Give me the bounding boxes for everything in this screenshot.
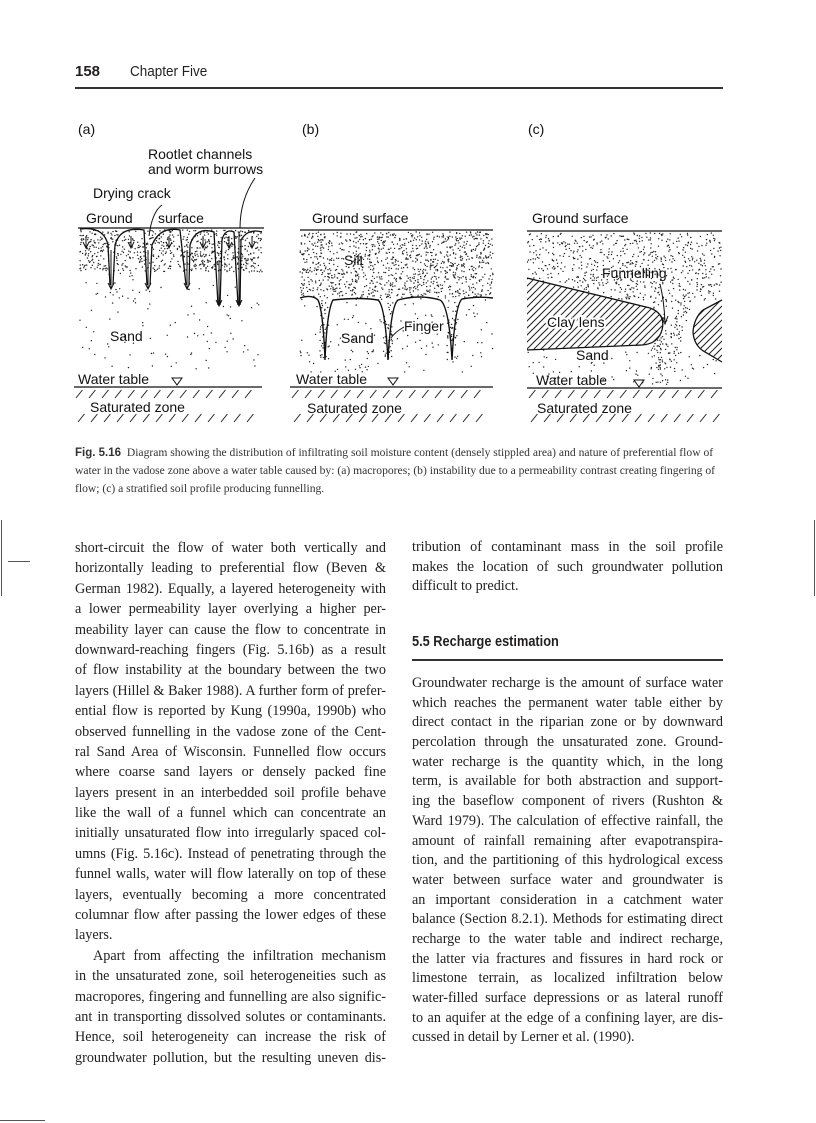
text-line: direct contact in the riparian zone or by downward	[412, 714, 723, 731]
funnelling-label: Funnelling	[602, 265, 667, 281]
text-line: water between surface water and groundwater is	[412, 871, 723, 888]
scan-edge-mark	[814, 520, 815, 596]
sand-label: Sand	[341, 330, 374, 346]
text-line: groundwater pollution, but the resulting uneven dis-	[75, 1049, 386, 1066]
right-column-body	[412, 674, 723, 1048]
text-line: Apart from affecting the infiltration mechanism	[93, 947, 386, 964]
water-table-label: Water table	[78, 371, 150, 387]
water-table-label: Water table	[536, 372, 608, 388]
saturated-zone-label: Saturated zone	[90, 399, 185, 415]
text-line: layers present in an interbedded soil profile behave	[75, 784, 386, 801]
text-line: to an aquifer at the edge of a confining layer, are dis-	[412, 1009, 723, 1026]
rootlet-label-2: and worm burrows	[148, 161, 264, 177]
water-table-triangle-icon	[388, 378, 398, 385]
water-table-triangle-icon	[634, 380, 644, 387]
text-line: balance (Section 8.2.1). Methods for estimating direct	[412, 911, 723, 928]
text-line: Ward 1979). The calculation of effective rainfall, the	[412, 812, 723, 829]
text-line: of flow instability at the boundary between the two	[75, 662, 386, 679]
text-line: tribution of contaminant mass in the soil profile	[412, 539, 723, 555]
caption-label: Fig. 5.16	[75, 447, 122, 459]
ground-surface-label: Ground surface	[532, 210, 629, 226]
figure-5-16	[0, 100, 816, 435]
text-line: layers.	[75, 927, 113, 944]
panel-c-label: (c)	[528, 121, 545, 137]
text-line: water recharge is the quantity which, in the long	[412, 753, 723, 770]
text-line: water-filled surface depressions or as lateral runoff	[412, 990, 723, 1006]
text-line: which reaches the permanent water table either by	[412, 694, 723, 711]
text-line: cussed in detail by Lerner et al. (1990).	[412, 1029, 635, 1046]
arrow-down-icon	[128, 236, 134, 248]
page-number: 158	[75, 63, 101, 80]
text-line: observed funnelling in the vadose zone of the Cent-	[75, 723, 386, 740]
text-line: layers, eventually becoming a more concentrated	[75, 886, 386, 903]
text-line: columnar flow after passing the lower edges of these	[75, 907, 386, 924]
text-line: layers (Hillel & Baker 1988). A further form of prefer-	[75, 682, 386, 699]
saturated-zone-label: Saturated zone	[537, 400, 632, 416]
text-line: initially unsaturated flow into irregularly spaced col-	[75, 825, 386, 842]
clay-lens-label: Clay lens	[547, 314, 605, 330]
text-line: short-circuit the flow of water both vertically and	[75, 540, 386, 556]
text-line: amount of rainfall remaining after evapotranspira-	[412, 832, 723, 849]
figure-caption	[75, 444, 723, 498]
running-head: Chapter Five	[130, 63, 208, 80]
section-heading: 5.5 Recharge estimation	[412, 634, 559, 650]
finger-label: Finger	[404, 318, 444, 334]
saturated-zone-label: Saturated zone	[307, 400, 402, 416]
text-line: makes the location of such groundwater pollution	[412, 558, 723, 575]
panel-b-label: (b)	[302, 121, 320, 137]
text-line: macropores, fingering and funnelling are also signific-	[75, 988, 386, 1005]
text-line: where coarse sand layers or densely packed fine	[75, 764, 386, 781]
text-line: ential flow is reported by Kung (1990a, 1990b) who	[75, 703, 386, 720]
header-rule	[75, 87, 723, 89]
text-line: recharge to the water table and indirect recharge,	[412, 930, 723, 947]
drying-crack-label: Drying crack	[93, 185, 171, 201]
caption-text: Diagram showing the distribution of infiltrating soil moisture content (densely stippled area) and nature of preferential flow of water in the vadose zone above a water table caused by: (a) macropores; (b) instability due to a permeability contrast creating fingering of flow; (c) a stratified soil profile producing funnelling.	[75, 446, 715, 495]
water-table-label: Water table	[296, 371, 368, 387]
rootlet-label-1: Rootlet channels	[148, 146, 253, 162]
silt-label: Silt	[344, 252, 364, 268]
text-line: German 1982). Equally, a layered heterogeneity with	[75, 580, 386, 597]
water-table-triangle-icon	[172, 378, 182, 385]
sand-label: Sand	[576, 347, 609, 363]
text-line: ing the baseflow component of rivers (Rushton &	[412, 793, 723, 810]
panel-c	[437, 121, 789, 416]
text-line: in the unsaturated zone, soil heterogeneities such as	[75, 968, 386, 985]
text-line: the latter via fractures and fissures in hard rock or	[412, 950, 723, 967]
text-line: difficult to predict.	[412, 578, 519, 595]
text-line: downward-reaching fingers (Fig. 5.16b) as a result	[75, 641, 386, 658]
text-line: an important consideration in a catchment water	[412, 891, 723, 908]
text-line: Groundwater recharge is the amount of surface water	[412, 675, 723, 691]
text-line: percolation through the unsaturated zone. Ground-	[412, 734, 723, 751]
text-line: term, is available for both abstraction and support-	[412, 773, 723, 790]
text-line: limestone terrain, as localized infiltration below	[412, 970, 723, 987]
text-line: meability layer can cause the flow to concentrate in	[75, 621, 386, 638]
text-line: like the wall of a funnel which can concentrate an	[75, 805, 386, 822]
text-line: umns (Fig. 5.16c). Instead of penetrating through the	[75, 845, 386, 862]
right-column-top	[412, 538, 723, 597]
scan-edge-mark	[0, 1120, 45, 1121]
text-line: tion, and the partitioning of this hydrological excess	[412, 852, 723, 869]
text-line: a lower permeability layer overlying a higher per-	[75, 601, 386, 618]
ground-label: Ground	[86, 210, 133, 226]
scan-edge-mark	[8, 561, 30, 562]
panel-a-label: (a)	[78, 121, 96, 137]
sand-label: Sand	[110, 328, 143, 344]
surface-label: surface	[158, 210, 204, 226]
ground-surface-label: Ground surface	[312, 210, 409, 226]
text-line: ant in transporting dissolved solutes or contaminants.	[75, 1008, 386, 1025]
text-line: Hence, soil heterogeneity can increase the risk of	[75, 1029, 386, 1046]
scan-edge-mark	[1, 520, 2, 596]
section-rule	[412, 659, 723, 661]
text-line: horizontally leading to preferential flow (Beven &	[75, 560, 386, 577]
text-line: ral Sand Area of Wisconsin. Funnelled flow occurs	[75, 743, 386, 760]
left-column	[75, 538, 386, 1068]
text-line: funnel walls, water will flow laterally on top of these	[75, 866, 386, 883]
